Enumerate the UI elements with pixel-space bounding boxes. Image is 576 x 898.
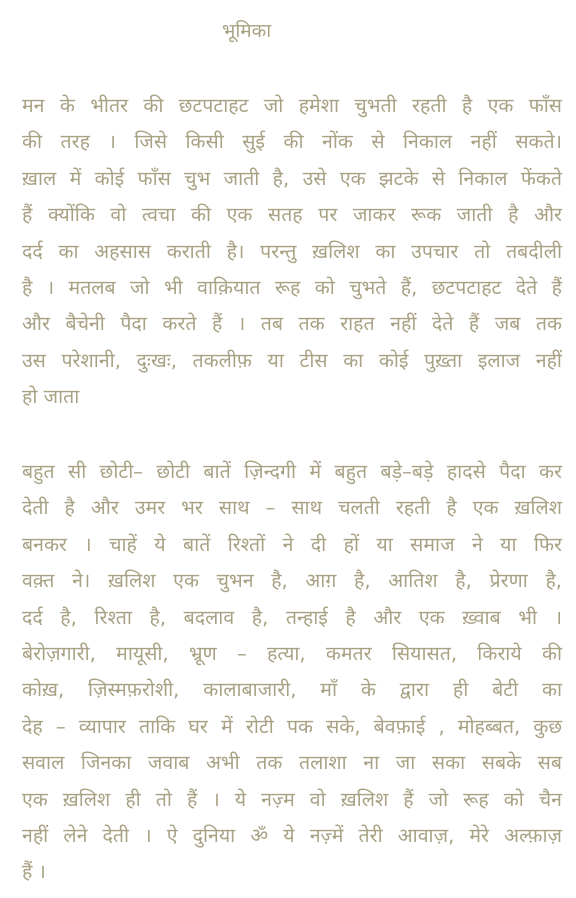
text-line: मन के भीतर की छटपटाहट जो हमेशा चुभती रहती है एक फाँस xyxy=(22,94,562,117)
text-line: एक ख़लिश ही तो हैं । ये नज़्म वो ख़लिश हैं जो रूह को चैन xyxy=(22,787,562,811)
text-line: है । मतलब जो भी वाक़ियात रूह को चुभते हैं, छटपटाहट देते हैं xyxy=(22,275,562,299)
text-line: देती है और उमर भर साथ – साथ चलती रहती है एक ख़लिश xyxy=(22,496,562,520)
text-line: और बैचेनी पैदा करते हैं । तब तक राहत नहीं देते हैं जब तक xyxy=(22,312,562,336)
text-line: की तरह । जिसे किसी सुई की नोंक से निकाल नहीं सकते। xyxy=(22,130,562,154)
text-line: ख़ाल में कोई फाँस चुभ जाती है, उसे एक झटके से निकाल फेंकते xyxy=(22,166,562,190)
page-title: भूमिका xyxy=(222,20,272,42)
text-line: वक़्त ने। ख़लिश एक चुभन है, आग़ है, आतिश है, प्रेरणा है, xyxy=(22,569,562,593)
paragraph-2 xyxy=(22,454,562,891)
text-line: बनकर । चाहें ये बातें रिश्तों ने दी हों या समाज ने या फिर xyxy=(22,532,562,556)
text-line: हैं क्योंकि वो त्वचा की एक सतह पर जाकर रूक जाती है और xyxy=(22,203,562,227)
text-line: हैं । xyxy=(22,860,46,884)
text-line: उस परेशानी, दुःखः, तकलीफ़ या टीस का कोई पुख़्ता इलाज नहीं xyxy=(22,348,562,372)
text-line: बहुत सी छोटी– छोटी बातें ज़िन्दगी में बहुत बड़े–बड़े हादसे पैदा कर xyxy=(22,460,562,483)
paragraph-1 xyxy=(22,88,562,416)
text-line: सवाल जिनका जवाब अभी तक तलाशा ना जा सका सबके सब xyxy=(22,751,562,775)
text-line: हो जाता xyxy=(22,385,80,409)
text-line: कोख़, ज़िस्मफ़रोशी, कालाबाजारी, माँ के द्वारा ही बेटी का xyxy=(22,678,562,702)
text-line: दर्द है, रिश्ता है, बदलाव है, तन्हाई है और एक ख़्वाब भी । xyxy=(22,605,562,629)
text-line: देह – व्यापार ताकि घर में रोटी पक सके, बेवफ़ाई , मोहब्बत, कुछ xyxy=(22,714,562,738)
text-line: बेरोज़गारी, मायूसी, भ्रूण – हत्या, कमतर सियासत, किराये की xyxy=(22,641,562,665)
text-line: दर्द का अहसास कराती है। परन्तु ख़लिश का उपचार तो तबदीली xyxy=(22,239,562,263)
text-line: नहीं लेने देती । ऐ दुनिया ॐ ये नज़्में तेरी आवाज़, मेरे अल्फ़ाज़ xyxy=(22,823,562,847)
